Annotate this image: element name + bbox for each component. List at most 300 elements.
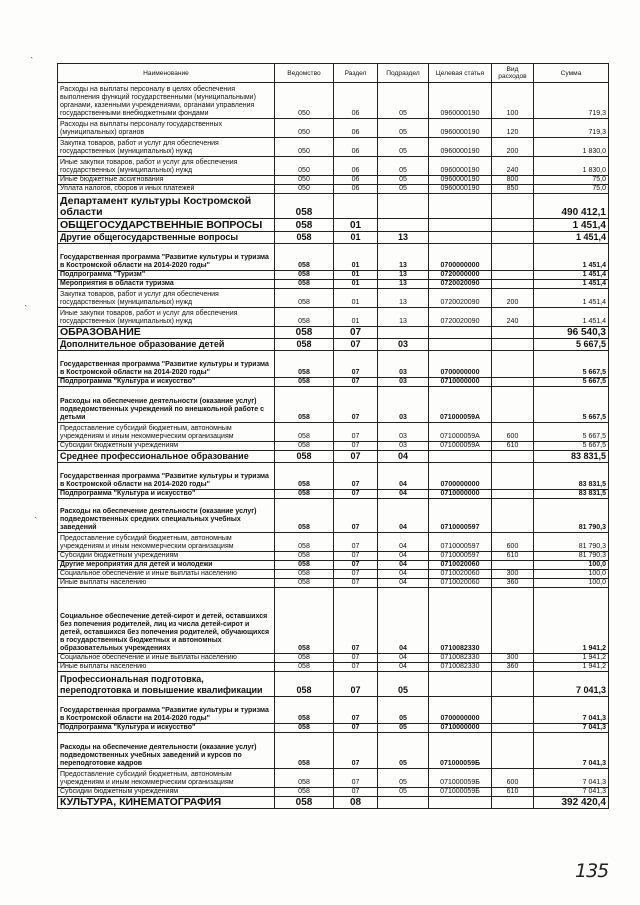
row-department-cell: 058 <box>275 672 334 697</box>
row-target-item-cell: 0960000190 <box>429 138 492 157</box>
row-department-cell: 058 <box>275 552 334 561</box>
row-name-cell: Предоставление субсидий бюджетным, автономным учреждениям и иным некоммерческим организациям <box>58 769 275 788</box>
table-row <box>58 232 609 244</box>
table-row <box>58 588 609 654</box>
row-section-cell: 07 <box>334 533 378 552</box>
row-name-cell: ОБРАЗОВАНИЕ <box>58 327 275 339</box>
row-expense-type-cell: 240 <box>492 308 534 327</box>
row-expense-type-cell <box>492 271 534 280</box>
row-expense-type-cell: 200 <box>492 138 534 157</box>
row-department-cell: 050 <box>275 83 334 119</box>
row-expense-type-cell <box>492 339 534 351</box>
row-subsection-cell: 03 <box>378 339 429 351</box>
row-name-cell: Закупка товаров, работ и услуг для обеспечения государственных (муниципальных) нужд <box>58 289 275 308</box>
table-row <box>58 797 609 809</box>
table-row <box>58 351 609 378</box>
row-sum-cell: 83 831,5 <box>534 490 609 499</box>
row-section-cell: 07 <box>334 733 378 769</box>
row-expense-type-cell: 360 <box>492 663 534 672</box>
row-expense-type-cell: 600 <box>492 533 534 552</box>
row-expense-type-cell <box>492 697 534 724</box>
row-department-cell: 058 <box>275 797 334 809</box>
row-name-cell: Предоставление субсидий бюджетным, автономным учреждениям и иным некоммерческим организациям <box>58 423 275 442</box>
row-target-item-cell: 0700000000 <box>429 697 492 724</box>
row-sum-cell: 1 451,4 <box>534 232 609 244</box>
row-section-cell: 07 <box>334 552 378 561</box>
header-target-item: Целевая статья <box>429 64 492 83</box>
row-subsection-cell: 03 <box>378 351 429 378</box>
row-target-item-cell: 0700000000 <box>429 463 492 490</box>
table-row <box>58 733 609 769</box>
row-expense-type-cell <box>492 244 534 271</box>
row-section-cell: 07 <box>334 490 378 499</box>
row-target-item-cell: 0710082330 <box>429 588 492 654</box>
row-sum-cell: 5 667,5 <box>534 423 609 442</box>
row-section-cell: 07 <box>334 378 378 387</box>
table-row <box>58 672 609 697</box>
row-subsection-cell: 05 <box>378 176 429 185</box>
row-sum-cell: 1 451,4 <box>534 244 609 271</box>
row-target-item-cell <box>429 797 492 809</box>
row-target-item-cell: 071000059Б <box>429 788 492 797</box>
row-expense-type-cell: 200 <box>492 289 534 308</box>
row-department-cell: 058 <box>275 327 334 339</box>
row-target-item-cell: 0700000000 <box>429 244 492 271</box>
row-section-cell: 01 <box>334 289 378 308</box>
row-name-cell: Государственная программа "Развитие культуры и туризма в Костромской области на 2014-2020 годы" <box>58 244 275 271</box>
row-subsection-cell: 05 <box>378 672 429 697</box>
row-subsection-cell: 04 <box>378 499 429 533</box>
row-target-item-cell: 071000059Б <box>429 769 492 788</box>
row-section-cell: 06 <box>334 138 378 157</box>
row-target-item-cell: 071000059Б <box>429 733 492 769</box>
row-department-cell: 058 <box>275 769 334 788</box>
row-section-cell: 07 <box>334 451 378 463</box>
row-expense-type-cell: 240 <box>492 157 534 176</box>
row-subsection-cell: 04 <box>378 663 429 672</box>
row-target-item-cell: 0710000000 <box>429 378 492 387</box>
row-subsection-cell <box>378 327 429 339</box>
row-sum-cell: 81 790,3 <box>534 499 609 533</box>
row-section-cell <box>334 194 378 219</box>
row-expense-type-cell <box>492 499 534 533</box>
row-name-cell: ОБЩЕГОСУДАРСТВЕННЫЕ ВОПРОСЫ <box>58 219 275 232</box>
row-subsection-cell: 04 <box>378 588 429 654</box>
row-subsection-cell: 05 <box>378 157 429 176</box>
row-name-cell: Расходы на обеспечение деятельности (оказание услуг) подведомственных учреждений по внешкольной работе с детьми <box>58 387 275 423</box>
row-section-cell: 07 <box>334 570 378 579</box>
row-section-cell: 07 <box>334 672 378 697</box>
row-expense-type-cell <box>492 387 534 423</box>
row-target-item-cell: 0720020090 <box>429 280 492 289</box>
row-name-cell: Профессиональная подготовка, переподготовка и повышение квалификации <box>58 672 275 697</box>
row-subsection-cell: 03 <box>378 378 429 387</box>
row-target-item-cell: 0710020060 <box>429 570 492 579</box>
row-section-cell: 06 <box>334 157 378 176</box>
row-sum-cell: 75,0 <box>534 185 609 194</box>
row-department-cell: 058 <box>275 451 334 463</box>
row-expense-type-cell <box>492 561 534 570</box>
row-sum-cell: 5 667,5 <box>534 339 609 351</box>
row-sum-cell: 490 412,1 <box>534 194 609 219</box>
row-subsection-cell: 04 <box>378 579 429 588</box>
header-section: Раздел <box>334 64 378 83</box>
row-expense-type-cell: 120 <box>492 119 534 138</box>
row-subsection-cell: 13 <box>378 271 429 280</box>
row-subsection-cell: 13 <box>378 289 429 308</box>
row-target-item-cell: 0710000597 <box>429 499 492 533</box>
table-row <box>58 579 609 588</box>
row-subsection-cell: 04 <box>378 570 429 579</box>
row-subsection-cell <box>378 194 429 219</box>
row-section-cell: 07 <box>334 588 378 654</box>
row-target-item-cell: 0710020060 <box>429 579 492 588</box>
row-department-cell: 058 <box>275 490 334 499</box>
row-target-item-cell: 0720000000 <box>429 271 492 280</box>
row-department-cell: 058 <box>275 339 334 351</box>
table-row <box>58 176 609 185</box>
table-row <box>58 219 609 232</box>
row-name-cell: Иные бюджетные ассигнования <box>58 176 275 185</box>
row-sum-cell: 81 790,3 <box>534 552 609 561</box>
row-section-cell: 01 <box>334 271 378 280</box>
row-target-item-cell: 0710000000 <box>429 724 492 733</box>
row-expense-type-cell <box>492 588 534 654</box>
row-target-item-cell: 0700000000 <box>429 351 492 378</box>
row-sum-cell: 83 831,5 <box>534 451 609 463</box>
row-sum-cell: 5 667,5 <box>534 378 609 387</box>
row-department-cell: 050 <box>275 157 334 176</box>
row-department-cell: 050 <box>275 138 334 157</box>
row-department-cell: 058 <box>275 654 334 663</box>
row-department-cell: 058 <box>275 788 334 797</box>
row-name-cell: Другие общегосударственные вопросы <box>58 232 275 244</box>
row-department-cell: 050 <box>275 176 334 185</box>
row-section-cell: 07 <box>334 579 378 588</box>
row-name-cell: Уплата налогов, сборов и иных платежей <box>58 185 275 194</box>
row-target-item-cell <box>429 451 492 463</box>
row-sum-cell: 83 831,5 <box>534 463 609 490</box>
row-target-item-cell: 0710000597 <box>429 533 492 552</box>
row-department-cell: 050 <box>275 185 334 194</box>
row-section-cell: 07 <box>334 654 378 663</box>
row-department-cell: 058 <box>275 194 334 219</box>
header-sum: Сумма <box>534 64 609 83</box>
row-expense-type-cell <box>492 378 534 387</box>
row-expense-type-cell: 610 <box>492 552 534 561</box>
row-department-cell: 058 <box>275 463 334 490</box>
row-department-cell: 058 <box>275 219 334 232</box>
table-row <box>58 194 609 219</box>
row-name-cell: Подпрограмма "Туризм" <box>58 271 275 280</box>
row-expense-type-cell: 850 <box>492 185 534 194</box>
table-row <box>58 138 609 157</box>
row-department-cell: 058 <box>275 271 334 280</box>
header-expense-type: Вид расходов <box>492 64 534 83</box>
row-name-cell: Социальное обеспечение и иные выплаты населению <box>58 654 275 663</box>
row-sum-cell: 81 790,3 <box>534 533 609 552</box>
row-department-cell: 058 <box>275 570 334 579</box>
row-target-item-cell <box>429 232 492 244</box>
table-row <box>58 327 609 339</box>
row-subsection-cell <box>378 797 429 809</box>
row-sum-cell: 100,0 <box>534 579 609 588</box>
row-name-cell: Подпрограмма "Культура и искусство" <box>58 724 275 733</box>
row-expense-type-cell: 100 <box>492 83 534 119</box>
row-sum-cell: 5 667,5 <box>534 351 609 378</box>
row-section-cell: 07 <box>334 663 378 672</box>
row-name-cell: Мероприятия в области туризма <box>58 280 275 289</box>
row-department-cell: 058 <box>275 442 334 451</box>
row-subsection-cell: 05 <box>378 769 429 788</box>
row-name-cell: Департамент культуры Костромской области <box>58 194 275 219</box>
table-row <box>58 423 609 442</box>
row-sum-cell: 100,0 <box>534 561 609 570</box>
row-name-cell: Субсидии бюджетным учреждениям <box>58 552 275 561</box>
row-section-cell: 06 <box>334 119 378 138</box>
row-expense-type-cell: 300 <box>492 570 534 579</box>
row-target-item-cell: 0710082330 <box>429 663 492 672</box>
row-subsection-cell: 05 <box>378 724 429 733</box>
row-expense-type-cell <box>492 351 534 378</box>
row-department-cell: 058 <box>275 724 334 733</box>
row-target-item-cell: 071000059А <box>429 442 492 451</box>
table-row <box>58 308 609 327</box>
row-expense-type-cell: 600 <box>492 769 534 788</box>
row-expense-type-cell: 600 <box>492 423 534 442</box>
row-name-cell: Предоставление субсидий бюджетным, автономным учреждениям и иным некоммерческим организациям <box>58 533 275 552</box>
row-subsection-cell: 05 <box>378 83 429 119</box>
table-row <box>58 570 609 579</box>
row-department-cell: 058 <box>275 423 334 442</box>
row-subsection-cell: 03 <box>378 442 429 451</box>
row-department-cell: 058 <box>275 244 334 271</box>
row-sum-cell: 7 041,3 <box>534 769 609 788</box>
row-sum-cell: 719,3 <box>534 83 609 119</box>
row-department-cell: 058 <box>275 733 334 769</box>
row-section-cell: 07 <box>334 327 378 339</box>
table-row <box>58 552 609 561</box>
table-row <box>58 533 609 552</box>
row-department-cell: 058 <box>275 561 334 570</box>
row-expense-type-cell <box>492 490 534 499</box>
row-department-cell: 058 <box>275 533 334 552</box>
row-target-item-cell: 0710082330 <box>429 654 492 663</box>
row-name-cell: Субсидии бюджетным учреждениям <box>58 442 275 451</box>
table-row <box>58 561 609 570</box>
row-sum-cell: 1 941,2 <box>534 663 609 672</box>
row-name-cell: Расходы на обеспечение деятельности (оказание услуг) подведомственных средних специальных учебных заведений <box>58 499 275 533</box>
table-body <box>58 83 609 809</box>
table-row <box>58 654 609 663</box>
row-sum-cell: 5 667,5 <box>534 387 609 423</box>
row-section-cell: 07 <box>334 561 378 570</box>
row-sum-cell: 719,3 <box>534 119 609 138</box>
row-section-cell: 07 <box>334 351 378 378</box>
row-sum-cell: 7 041,3 <box>534 697 609 724</box>
row-name-cell: Государственная программа "Развитие культуры и туризма в Костромской области на 2014-2020 годы" <box>58 697 275 724</box>
row-name-cell: Иные выплаты населению <box>58 579 275 588</box>
row-name-cell: Субсидии бюджетным учреждениям <box>58 788 275 797</box>
row-section-cell: 07 <box>334 724 378 733</box>
row-section-cell: 06 <box>334 185 378 194</box>
row-name-cell: Государственная программа "Развитие культуры и туризма в Костромской области на 2014-2020 годы" <box>58 351 275 378</box>
row-expense-type-cell <box>492 797 534 809</box>
row-section-cell: 07 <box>334 697 378 724</box>
row-department-cell: 058 <box>275 280 334 289</box>
row-subsection-cell: 05 <box>378 185 429 194</box>
row-section-cell: 01 <box>334 308 378 327</box>
table-row <box>58 119 609 138</box>
row-expense-type-cell <box>492 733 534 769</box>
row-name-cell: Иные закупки товаров, работ и услуг для обеспечения государственных (муниципальных) нужд <box>58 157 275 176</box>
margin-tick-mark: ˴ <box>30 52 34 63</box>
row-target-item-cell <box>429 339 492 351</box>
row-department-cell: 050 <box>275 119 334 138</box>
row-sum-cell: 7 041,3 <box>534 788 609 797</box>
row-section-cell: 01 <box>334 280 378 289</box>
row-target-item-cell: 0710000597 <box>429 552 492 561</box>
table-row <box>58 499 609 533</box>
table-row <box>58 387 609 423</box>
margin-tick-mark: ˴ <box>24 300 28 311</box>
row-name-cell: Социальное обеспечение детей-сирот и детей, оставшихся без попечения родителей, лиц из числа детей-сирот и детей, оставшихся без попечения родителей, обучающихся в государственных бюджетных и автономных образовательных учреждениях <box>58 588 275 654</box>
row-name-cell: КУЛЬТУРА, КИНЕМАТОГРАФИЯ <box>58 797 275 809</box>
row-department-cell: 058 <box>275 663 334 672</box>
row-subsection-cell: 04 <box>378 451 429 463</box>
row-section-cell: 01 <box>334 219 378 232</box>
row-department-cell: 058 <box>275 308 334 327</box>
row-section-cell: 07 <box>334 339 378 351</box>
row-section-cell: 07 <box>334 387 378 423</box>
row-department-cell: 058 <box>275 697 334 724</box>
row-name-cell: Подпрограмма "Культура и искусство" <box>58 490 275 499</box>
row-subsection-cell: 13 <box>378 244 429 271</box>
row-sum-cell: 7 041,3 <box>534 733 609 769</box>
row-expense-type-cell <box>492 327 534 339</box>
margin-tick-mark: ˴ <box>34 512 38 523</box>
row-department-cell: 058 <box>275 387 334 423</box>
table-row <box>58 697 609 724</box>
row-section-cell: 01 <box>334 232 378 244</box>
row-name-cell: Расходы на выплаты персоналу в целях обеспечения выполнения функций государственными (муниципальными) органами, казенными учреждениями, органами управления государственными внебюджетными фондами <box>58 83 275 119</box>
row-sum-cell: 1 451,4 <box>534 308 609 327</box>
row-subsection-cell: 05 <box>378 138 429 157</box>
row-target-item-cell: 071000059А <box>429 423 492 442</box>
row-department-cell: 058 <box>275 579 334 588</box>
table-row <box>58 378 609 387</box>
table-row <box>58 339 609 351</box>
row-sum-cell: 1 451,4 <box>534 289 609 308</box>
budget-document <box>57 63 608 809</box>
table-row <box>58 490 609 499</box>
row-target-item-cell: 071000059А <box>429 387 492 423</box>
row-name-cell: Государственная программа "Развитие культуры и туризма в Костромской области на 2014-2020 годы" <box>58 463 275 490</box>
row-expense-type-cell <box>492 463 534 490</box>
row-department-cell: 058 <box>275 289 334 308</box>
row-target-item-cell: 0710000000 <box>429 490 492 499</box>
row-subsection-cell <box>378 219 429 232</box>
row-target-item-cell <box>429 219 492 232</box>
table-header-row <box>58 64 609 83</box>
page-number: 135 <box>575 860 609 882</box>
row-sum-cell: 1 451,4 <box>534 280 609 289</box>
row-name-cell: Расходы на обеспечение деятельности (оказание услуг) подведомственных учебных заведений и курсов по переподготовке кадров <box>58 733 275 769</box>
row-subsection-cell: 05 <box>378 788 429 797</box>
row-sum-cell: 1 451,4 <box>534 271 609 280</box>
table-row <box>58 788 609 797</box>
row-section-cell: 07 <box>334 769 378 788</box>
row-department-cell: 058 <box>275 351 334 378</box>
row-target-item-cell: 0710020060 <box>429 561 492 570</box>
row-subsection-cell: 05 <box>378 697 429 724</box>
row-target-item-cell: 0960000190 <box>429 83 492 119</box>
row-expense-type-cell: 800 <box>492 176 534 185</box>
row-sum-cell: 96 540,3 <box>534 327 609 339</box>
header-subsection: Подраздел <box>378 64 429 83</box>
row-name-cell: Иные выплаты населению <box>58 663 275 672</box>
row-sum-cell: 5 667,5 <box>534 442 609 451</box>
row-sum-cell: 1 830,0 <box>534 138 609 157</box>
row-sum-cell: 1 941,2 <box>534 654 609 663</box>
table-row <box>58 289 609 308</box>
row-subsection-cell: 03 <box>378 423 429 442</box>
row-section-cell: 07 <box>334 423 378 442</box>
row-subsection-cell: 03 <box>378 387 429 423</box>
row-sum-cell: 1 451,4 <box>534 219 609 232</box>
row-subsection-cell: 04 <box>378 490 429 499</box>
row-expense-type-cell <box>492 219 534 232</box>
row-sum-cell: 1 941,2 <box>534 588 609 654</box>
row-expense-type-cell <box>492 280 534 289</box>
table-row <box>58 185 609 194</box>
row-expense-type-cell <box>492 672 534 697</box>
row-sum-cell: 75,0 <box>534 176 609 185</box>
row-subsection-cell: 05 <box>378 119 429 138</box>
row-name-cell: Другие мероприятия для детей и молодежи <box>58 561 275 570</box>
row-expense-type-cell <box>492 232 534 244</box>
row-section-cell: 06 <box>334 83 378 119</box>
row-section-cell: 07 <box>334 442 378 451</box>
row-expense-type-cell: 360 <box>492 579 534 588</box>
budget-table <box>57 63 609 809</box>
row-section-cell: 01 <box>334 244 378 271</box>
row-target-item-cell: 0960000190 <box>429 176 492 185</box>
row-target-item-cell: 0960000190 <box>429 185 492 194</box>
row-expense-type-cell <box>492 194 534 219</box>
row-subsection-cell: 05 <box>378 733 429 769</box>
row-name-cell: Подпрограмма "Культура и искусство" <box>58 378 275 387</box>
row-name-cell: Иные закупки товаров, работ и услуг для обеспечения государственных (муниципальных) нужд <box>58 308 275 327</box>
row-expense-type-cell: 610 <box>492 442 534 451</box>
row-subsection-cell: 13 <box>378 280 429 289</box>
table-row <box>58 724 609 733</box>
table-row <box>58 769 609 788</box>
row-sum-cell: 100,0 <box>534 570 609 579</box>
table-row <box>58 442 609 451</box>
table-row <box>58 463 609 490</box>
table-row <box>58 280 609 289</box>
row-name-cell: Дополнительное образование детей <box>58 339 275 351</box>
row-name-cell: Закупка товаров, работ и услуг для обеспечения государственных (муниципальных) нужд <box>58 138 275 157</box>
table-row <box>58 451 609 463</box>
row-name-cell: Среднее профессиональное образование <box>58 451 275 463</box>
table-row <box>58 83 609 119</box>
row-department-cell: 058 <box>275 499 334 533</box>
row-sum-cell: 7 041,3 <box>534 672 609 697</box>
row-expense-type-cell: 610 <box>492 788 534 797</box>
row-target-item-cell: 0960000190 <box>429 157 492 176</box>
